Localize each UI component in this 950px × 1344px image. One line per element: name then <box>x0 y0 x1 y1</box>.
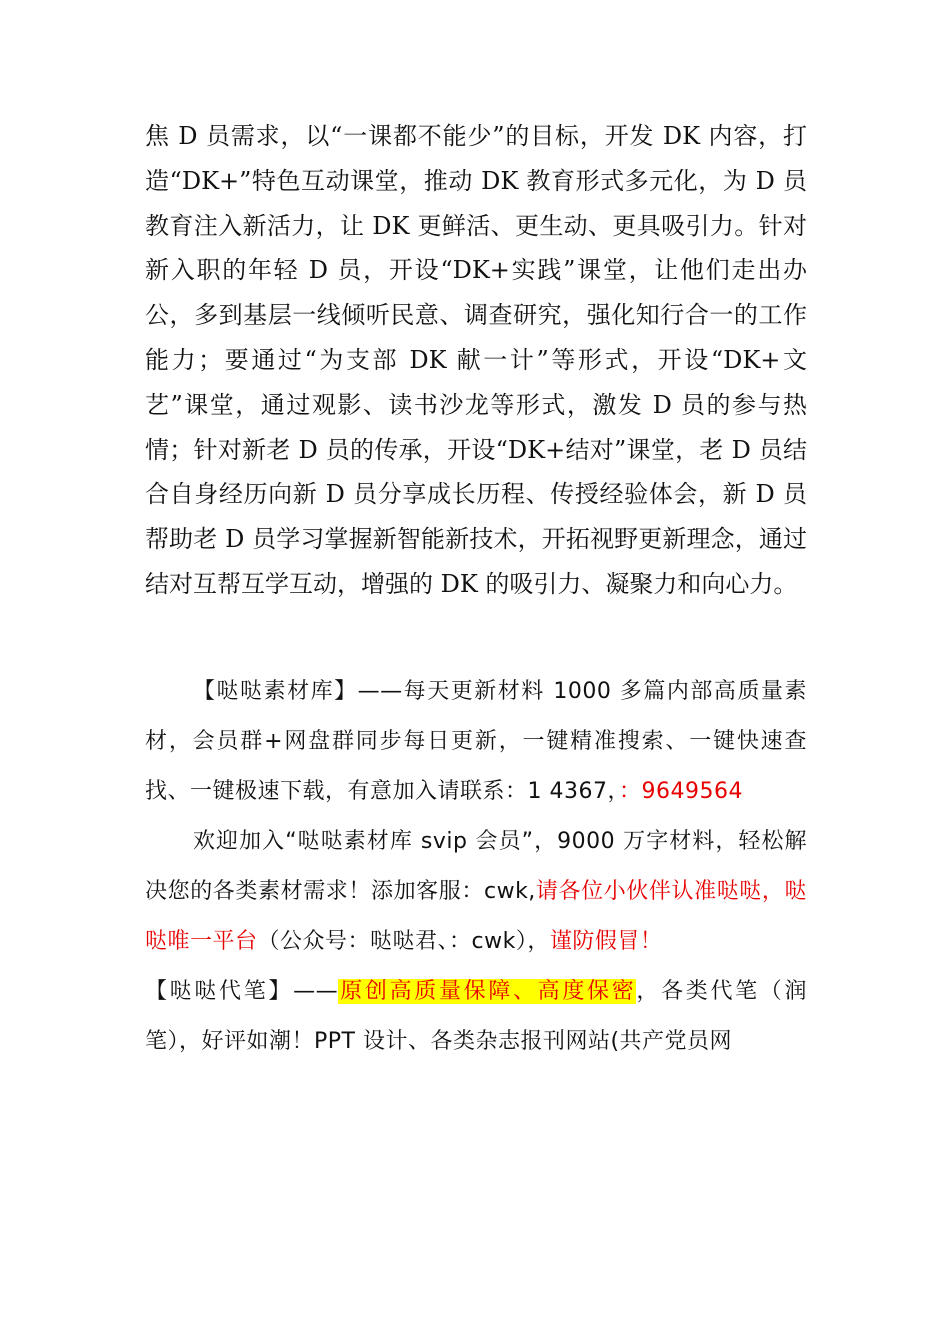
ad-text: 【哒哒代笔】—— <box>145 978 339 1004</box>
ad-paragraph-material-library <box>145 667 807 817</box>
ad-notice-red: 请各位小伙伴认准哒哒，哒哒唯一平台 <box>145 878 807 954</box>
paragraph-spacer <box>145 607 807 667</box>
body-paragraph: 焦 D 员需求，以“一课都不能少”的目标，开发 DK 内容，打造“DK+”特色互动课堂，推动 DK 教育形式多元化，为 D 员教育注入新活力，让 DK 更鲜活、更生动、更具吸引力。针对新入职的年轻 D 员，开设“DK+实践”课堂，让他们走出办公，多到基层一线倾听民意、调查研究，强化知行合一的工作能力；要通过“为支部 DK 献一计”等形式，开设“DK+文艺”课堂，通过观影、读书沙龙等形式，激发 D 员的参与热情；针对新老 D 员的传承，开设“DK+结对”课堂，老 D 员结合自身经历向新 D 员分享成长历程、传授经验体会，新 D 员帮助老 D 员学习掌握新智能新技术，开拓视野更新理念，通过结对互帮互学互动，增强的 DK 的吸引力、凝聚力和向心力。 <box>145 122 807 598</box>
ad-text: 欢迎加入“哒哒素材库 svip 会员”，9000 万字材料，轻松解决您的各类素材需求！添加客服：cwk, <box>145 828 807 904</box>
ad-text: 【哒哒素材库】——每天更新材料 1000 多篇内部高质量素材，会员群+网盘群同步每日更新，一键精准搜索、一键快速查找、一键极速下载，有意加入请联系：1 4367， <box>145 678 807 804</box>
page-content <box>145 114 807 1067</box>
ad-contact-red: ：9649564 <box>618 778 743 804</box>
ad-text: （公众号：哒哒君、：cwk）， <box>257 928 550 954</box>
ad-text: ，各类代笔（润笔），好评如潮！PPT 设计、各类杂志报刊网站(共产党员网 <box>145 978 807 1054</box>
ad-warning-red: 谨防假冒！ <box>549 928 663 954</box>
ad-paragraph-svip <box>145 817 807 967</box>
ad-paragraph-ghostwriting <box>145 967 807 1067</box>
ad-highlight: 原创高质量保障、高度保密 <box>338 978 637 1004</box>
